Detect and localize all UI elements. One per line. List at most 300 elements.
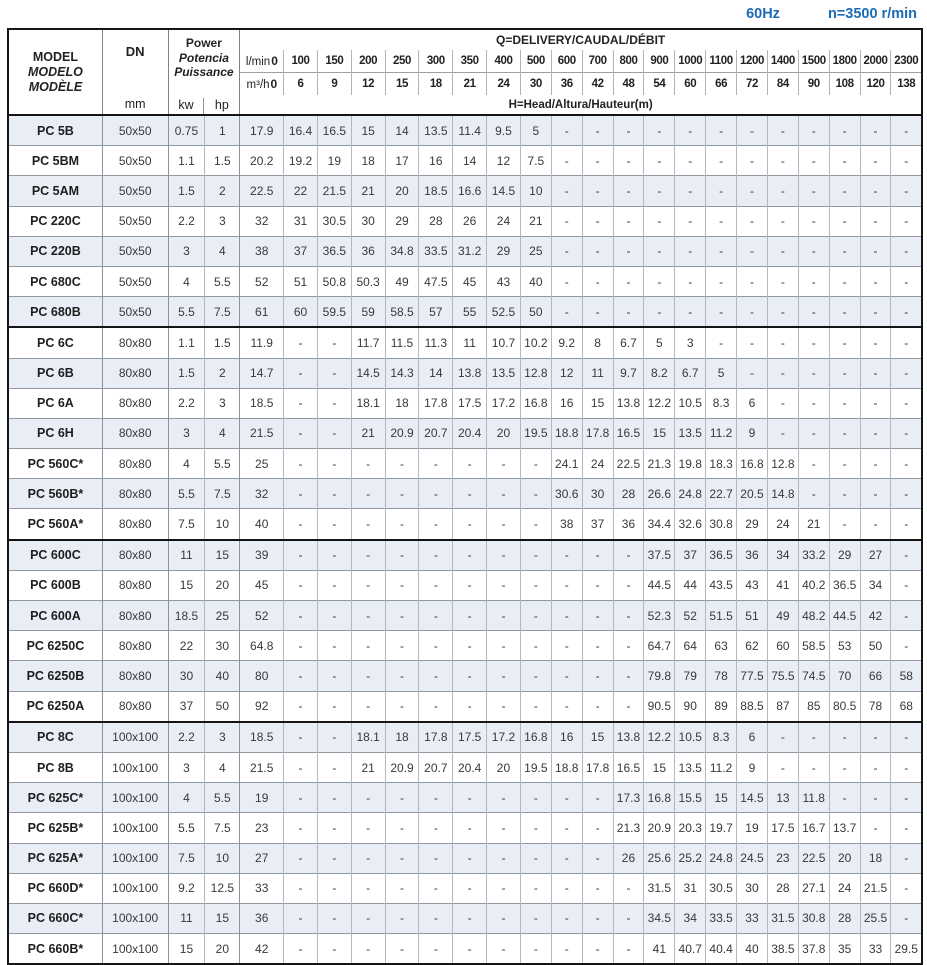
head-value-cell: - xyxy=(737,297,768,328)
dn-cell: 80x80 xyxy=(102,479,168,509)
power-label-fr: Puissance xyxy=(174,65,234,79)
head-value-cell: - xyxy=(385,601,419,631)
dn-cell: 50x50 xyxy=(102,297,168,328)
head-value-cell: - xyxy=(419,509,453,540)
model-cell: PC 600B xyxy=(8,570,102,600)
head-value-cell: - xyxy=(675,115,706,146)
head-value-cell: 6 xyxy=(737,722,768,753)
head-value-cell: 43.5 xyxy=(706,570,737,600)
head-value-cell: 11.2 xyxy=(706,418,737,448)
head-value-cell: 18.5 xyxy=(419,176,453,206)
head-value-cell: - xyxy=(487,449,521,479)
head-value-cell: - xyxy=(891,903,922,933)
flow-m3h-value: 42 xyxy=(582,73,613,96)
head-value-cell: 55 xyxy=(453,297,487,328)
head-value-cell: 18.5 xyxy=(240,388,284,418)
head-value-cell: 18 xyxy=(860,843,891,873)
head-value-cell: 49 xyxy=(385,266,419,296)
head-value-cell: - xyxy=(737,146,768,176)
head-value-cell: 92 xyxy=(240,691,284,722)
head-value-cell: - xyxy=(551,843,582,873)
head-value-cell: 30 xyxy=(737,873,768,903)
head-value-cell: - xyxy=(706,176,737,206)
head-value-cell: - xyxy=(419,843,453,873)
head-value-cell: - xyxy=(798,297,829,328)
head-value-cell: - xyxy=(284,873,318,903)
head-value-cell: - xyxy=(891,873,922,903)
head-value-cell: - xyxy=(613,266,644,296)
head-value-cell: - xyxy=(284,540,318,571)
head-value-cell: 33 xyxy=(737,903,768,933)
head-value-cell: 34.4 xyxy=(644,509,675,540)
head-value-cell: 17.5 xyxy=(453,388,487,418)
flow-lmin-value: 700 xyxy=(582,50,613,73)
head-value-cell: - xyxy=(385,934,419,965)
head-value-cell: 29 xyxy=(487,236,521,266)
head-value-cell: - xyxy=(644,115,675,146)
head-value-cell: - xyxy=(520,903,551,933)
head-value-cell: - xyxy=(385,691,419,722)
head-value-cell: 22.5 xyxy=(798,843,829,873)
head-value-cell: 9.2 xyxy=(551,327,582,358)
flow-m3h-unit-label: m³/h xyxy=(246,79,270,92)
head-value-cell: 10.7 xyxy=(487,327,521,358)
head-value-cell: 20.9 xyxy=(644,813,675,843)
head-value-cell: 50 xyxy=(860,631,891,661)
flow-lmin-value: 1000 xyxy=(675,50,706,73)
flow-m3h-value: 36 xyxy=(551,73,582,96)
head-value-cell: 17.3 xyxy=(613,783,644,813)
head-value-cell: - xyxy=(582,570,613,600)
head-value-cell: - xyxy=(351,570,385,600)
head-value-cell: 20.7 xyxy=(419,418,453,448)
pump-row xyxy=(8,903,922,933)
flow-lmin-value: 2000 xyxy=(860,50,891,73)
head-value-cell: - xyxy=(860,449,891,479)
head-value-cell: 3 xyxy=(675,327,706,358)
hp-cell: 20 xyxy=(205,570,240,600)
pump-row xyxy=(8,206,922,236)
hp-cell: 3 xyxy=(205,722,240,753)
head-value-cell: - xyxy=(798,752,829,782)
head-value-cell: - xyxy=(284,509,318,540)
head-value-cell: - xyxy=(284,358,318,388)
head-value-cell: 10.2 xyxy=(520,327,551,358)
head-value-cell: 24.1 xyxy=(551,449,582,479)
kw-cell: 30 xyxy=(168,661,205,691)
head-value-cell: 15 xyxy=(582,388,613,418)
pump-row xyxy=(8,266,922,296)
head-value-cell: - xyxy=(385,783,419,813)
model-cell: PC 680C xyxy=(8,266,102,296)
head-value-cell: 31 xyxy=(675,873,706,903)
head-value-cell: 19 xyxy=(317,146,351,176)
head-value-cell: - xyxy=(582,297,613,328)
hp-cell: 2 xyxy=(205,176,240,206)
head-value-cell: - xyxy=(829,479,860,509)
head-value-cell: - xyxy=(385,631,419,661)
head-value-cell: 44 xyxy=(675,570,706,600)
head-value-cell: - xyxy=(520,783,551,813)
head-value-cell: - xyxy=(582,176,613,206)
pump-row xyxy=(8,236,922,266)
head-value-cell: - xyxy=(351,691,385,722)
head-value-cell: - xyxy=(520,449,551,479)
head-value-cell: 20.4 xyxy=(453,752,487,782)
kw-cell: 2.2 xyxy=(168,206,205,236)
hp-cell: 1.5 xyxy=(205,146,240,176)
head-value-cell: 17.5 xyxy=(767,813,798,843)
flow-m3h-unit-cell xyxy=(240,73,284,96)
head-value-cell: - xyxy=(675,206,706,236)
power-column-header xyxy=(168,29,240,115)
head-value-cell: 47.5 xyxy=(419,266,453,296)
head-value-cell: 14 xyxy=(385,115,419,146)
head-value-cell: - xyxy=(891,813,922,843)
head-value-cell: - xyxy=(317,509,351,540)
head-value-cell: 36 xyxy=(613,509,644,540)
head-value-cell: - xyxy=(860,813,891,843)
dn-cell: 80x80 xyxy=(102,540,168,571)
kw-cell: 11 xyxy=(168,903,205,933)
head-value-cell: 9 xyxy=(737,418,768,448)
head-value-cell: 33.5 xyxy=(706,903,737,933)
dn-cell: 50x50 xyxy=(102,206,168,236)
head-value-cell: - xyxy=(767,146,798,176)
head-value-cell: 16.7 xyxy=(798,813,829,843)
head-value-cell: 52.3 xyxy=(644,601,675,631)
head-value-cell: 27.1 xyxy=(798,873,829,903)
head-value-cell: 6 xyxy=(737,388,768,418)
head-value-cell: 25.6 xyxy=(644,843,675,873)
head-value-cell: - xyxy=(317,418,351,448)
head-value-cell: 18.8 xyxy=(551,752,582,782)
head-value-cell: 17.8 xyxy=(582,752,613,782)
table-header xyxy=(8,29,922,115)
kw-cell: 11 xyxy=(168,540,205,571)
head-value-cell: 50.8 xyxy=(317,266,351,296)
head-value-cell: 58.5 xyxy=(385,297,419,328)
kw-cell: 3 xyxy=(168,236,205,266)
head-value-cell: - xyxy=(860,176,891,206)
model-cell: PC 560C* xyxy=(8,449,102,479)
flow-lmin-value: 1100 xyxy=(706,50,737,73)
head-value-cell: 77.5 xyxy=(737,661,768,691)
head-value-cell: 42 xyxy=(240,934,284,965)
head-value-cell: 37.8 xyxy=(798,934,829,965)
head-value-cell: 59.5 xyxy=(317,297,351,328)
head-value-cell: - xyxy=(891,297,922,328)
dn-cell: 50x50 xyxy=(102,176,168,206)
head-value-cell: - xyxy=(829,509,860,540)
head-value-cell: - xyxy=(829,297,860,328)
model-cell: PC 220B xyxy=(8,236,102,266)
head-value-cell: 68 xyxy=(891,691,922,722)
head-value-cell: - xyxy=(551,115,582,146)
flow-lmin-value: 400 xyxy=(487,50,521,73)
hp-cell: 5.5 xyxy=(205,266,240,296)
head-value-cell: 32.6 xyxy=(675,509,706,540)
head-value-cell: - xyxy=(613,691,644,722)
flow-m3h-value: 48 xyxy=(613,73,644,96)
flow-m3h-value: 54 xyxy=(644,73,675,96)
head-value-cell: 8.3 xyxy=(706,722,737,753)
head-value-cell: - xyxy=(419,631,453,661)
dn-cell: 80x80 xyxy=(102,358,168,388)
head-value-cell: - xyxy=(453,783,487,813)
model-cell: PC 625B* xyxy=(8,813,102,843)
head-value-cell: 16.8 xyxy=(737,449,768,479)
head-value-cell: - xyxy=(798,115,829,146)
hp-cell: 50 xyxy=(205,691,240,722)
pump-row xyxy=(8,327,922,358)
head-value-cell: 90 xyxy=(675,691,706,722)
head-value-cell: 16.6 xyxy=(453,176,487,206)
head-value-cell: - xyxy=(385,540,419,571)
head-value-cell: - xyxy=(551,661,582,691)
head-value-cell: 29 xyxy=(829,540,860,571)
flow-m3h-value: 24 xyxy=(487,73,521,96)
head-value-cell: 13.8 xyxy=(613,388,644,418)
kw-cell: 2.2 xyxy=(168,388,205,418)
head-value-cell: - xyxy=(798,176,829,206)
head-value-cell: - xyxy=(419,570,453,600)
head-value-cell: 44.5 xyxy=(644,570,675,600)
head-value-cell: - xyxy=(737,236,768,266)
head-value-cell: 21.3 xyxy=(613,813,644,843)
head-value-cell: 88.5 xyxy=(737,691,768,722)
model-cell: PC 600C xyxy=(8,540,102,571)
head-value-cell: - xyxy=(551,783,582,813)
head-value-cell: - xyxy=(798,236,829,266)
head-value-cell: 19.5 xyxy=(520,418,551,448)
head-value-cell: - xyxy=(767,327,798,358)
head-value-cell: 51.5 xyxy=(706,601,737,631)
head-value-cell: 24.8 xyxy=(675,479,706,509)
head-value-cell: 13.8 xyxy=(613,722,644,753)
head-value-cell: 10.5 xyxy=(675,722,706,753)
head-value-cell: 14 xyxy=(453,146,487,176)
head-value-cell: - xyxy=(419,479,453,509)
head-value-cell: 43 xyxy=(487,266,521,296)
head-value-cell: - xyxy=(798,388,829,418)
model-cell: PC 6250C xyxy=(8,631,102,661)
head-value-cell: - xyxy=(453,934,487,965)
head-value-cell: - xyxy=(767,388,798,418)
head-value-cell: 12 xyxy=(487,146,521,176)
head-value-cell: - xyxy=(860,722,891,753)
pump-row xyxy=(8,176,922,206)
head-value-cell: - xyxy=(419,903,453,933)
head-value-cell: - xyxy=(317,903,351,933)
kw-cell: 18.5 xyxy=(168,601,205,631)
pump-row xyxy=(8,146,922,176)
head-value-cell: - xyxy=(284,661,318,691)
head-value-cell: 40 xyxy=(737,934,768,965)
model-cell: PC 5BM xyxy=(8,146,102,176)
table-body xyxy=(8,115,922,964)
head-value-cell: - xyxy=(706,297,737,328)
head-value-cell: 39 xyxy=(240,540,284,571)
hp-unit-label: hp xyxy=(214,98,229,112)
kw-cell: 7.5 xyxy=(168,509,205,540)
head-value-cell: - xyxy=(453,661,487,691)
head-value-cell: - xyxy=(798,418,829,448)
head-value-cell: - xyxy=(860,358,891,388)
head-value-cell: - xyxy=(829,206,860,236)
head-value-cell: 21 xyxy=(520,206,551,236)
head-value-cell: 36 xyxy=(240,903,284,933)
head-value-cell: 16.4 xyxy=(284,115,318,146)
head-value-cell: 87 xyxy=(767,691,798,722)
head-value-cell: - xyxy=(453,631,487,661)
head-value-cell: - xyxy=(829,449,860,479)
head-value-cell: - xyxy=(284,722,318,753)
head-value-cell: - xyxy=(453,903,487,933)
head-value-cell: 28 xyxy=(829,903,860,933)
flow-lmin-value: 1400 xyxy=(767,50,798,73)
head-value-cell: 16.8 xyxy=(644,783,675,813)
dn-cell: 80x80 xyxy=(102,691,168,722)
pump-row xyxy=(8,783,922,813)
head-value-cell: 15.5 xyxy=(675,783,706,813)
head-value-cell: 34 xyxy=(860,570,891,600)
hp-cell: 1 xyxy=(205,115,240,146)
head-value-cell: 45 xyxy=(453,266,487,296)
head-value-cell: - xyxy=(385,813,419,843)
head-value-cell: - xyxy=(520,570,551,600)
model-cell: PC 6A xyxy=(8,388,102,418)
head-value-cell: 21 xyxy=(351,752,385,782)
head-value-cell: 31.5 xyxy=(767,903,798,933)
dn-cell: 80x80 xyxy=(102,509,168,540)
head-value-cell: - xyxy=(644,206,675,236)
head-value-cell: 16.8 xyxy=(520,722,551,753)
speed-label: n=3500 r/min xyxy=(827,6,917,22)
pump-row xyxy=(8,631,922,661)
head-value-cell: - xyxy=(317,631,351,661)
head-value-cell: - xyxy=(613,934,644,965)
hp-cell: 15 xyxy=(205,540,240,571)
pump-row xyxy=(8,873,922,903)
head-value-cell: - xyxy=(860,752,891,782)
kw-cell: 4 xyxy=(168,449,205,479)
head-value-cell: - xyxy=(487,873,521,903)
head-value-cell: 5 xyxy=(520,115,551,146)
head-value-cell: - xyxy=(551,691,582,722)
head-value-cell: 6.7 xyxy=(613,327,644,358)
kw-cell: 7.5 xyxy=(168,843,205,873)
dn-cell: 80x80 xyxy=(102,601,168,631)
head-value-cell: - xyxy=(891,479,922,509)
flow-m3h-value: 15 xyxy=(385,73,419,96)
model-label-es: MODELO xyxy=(28,64,83,79)
head-value-cell: - xyxy=(487,540,521,571)
head-value-cell: 10 xyxy=(520,176,551,206)
head-value-cell: - xyxy=(644,146,675,176)
head-value-cell: 28 xyxy=(613,479,644,509)
head-value-cell: - xyxy=(644,266,675,296)
model-cell: PC 220C xyxy=(8,206,102,236)
head-value-cell: - xyxy=(767,752,798,782)
head-value-cell: - xyxy=(860,206,891,236)
head-value-cell: 13.5 xyxy=(487,358,521,388)
head-value-cell: 18.5 xyxy=(240,722,284,753)
head-value-cell: - xyxy=(829,115,860,146)
flow-lmin-value: 1200 xyxy=(737,50,768,73)
head-value-cell: 60 xyxy=(284,297,318,328)
head-value-cell: 25.2 xyxy=(675,843,706,873)
head-value-cell: - xyxy=(798,327,829,358)
head-value-cell: 11.9 xyxy=(240,327,284,358)
head-value-cell: - xyxy=(419,934,453,965)
head-value-cell: - xyxy=(487,570,521,600)
dn-cell: 100x100 xyxy=(102,873,168,903)
head-value-cell: 15 xyxy=(644,752,675,782)
head-value-cell: - xyxy=(798,206,829,236)
head-value-cell: 19.7 xyxy=(706,813,737,843)
hp-cell: 5.5 xyxy=(205,449,240,479)
flow-lmin-value: 150 xyxy=(317,50,351,73)
head-value-cell: - xyxy=(317,783,351,813)
head-value-cell: 13.5 xyxy=(675,752,706,782)
dn-cell: 80x80 xyxy=(102,570,168,600)
head-value-cell: 11.2 xyxy=(706,752,737,782)
head-value-cell: - xyxy=(487,601,521,631)
head-value-cell: 14.5 xyxy=(351,358,385,388)
head-value-cell: - xyxy=(675,266,706,296)
head-value-cell: - xyxy=(798,722,829,753)
head-value-cell: - xyxy=(284,570,318,600)
head-value-cell: - xyxy=(860,783,891,813)
head-value-cell: - xyxy=(487,934,521,965)
kw-cell: 1.5 xyxy=(168,358,205,388)
head-value-cell: 15 xyxy=(706,783,737,813)
kw-unit-label: kw xyxy=(169,98,205,114)
head-value-cell: 16 xyxy=(551,722,582,753)
head-value-cell: 34.5 xyxy=(644,903,675,933)
flow-lmin-value: 300 xyxy=(419,50,453,73)
head-value-cell: - xyxy=(891,843,922,873)
head-value-cell: 51 xyxy=(284,266,318,296)
head-value-cell: 62 xyxy=(737,631,768,661)
head-value-cell: - xyxy=(582,601,613,631)
head-value-cell: - xyxy=(706,146,737,176)
head-value-cell: 30.6 xyxy=(551,479,582,509)
head-value-cell: - xyxy=(829,722,860,753)
head-value-cell: 13.7 xyxy=(829,813,860,843)
hp-cell: 10 xyxy=(205,843,240,873)
head-value-cell: 80 xyxy=(240,661,284,691)
head-value-cell: - xyxy=(351,601,385,631)
head-value-cell: - xyxy=(520,540,551,571)
head-value-cell: 17.5 xyxy=(453,722,487,753)
head-value-cell: 6.7 xyxy=(675,358,706,388)
head-value-cell: - xyxy=(317,601,351,631)
head-value-cell: 13.8 xyxy=(453,358,487,388)
flow-lmin-value: 2300 xyxy=(891,50,922,73)
head-value-cell: 19.2 xyxy=(284,146,318,176)
head-value-cell: - xyxy=(453,449,487,479)
head-value-cell: 33 xyxy=(240,873,284,903)
pump-row xyxy=(8,358,922,388)
kw-cell: 4 xyxy=(168,266,205,296)
head-value-cell: - xyxy=(520,661,551,691)
head-value-cell: 7.5 xyxy=(520,146,551,176)
head-value-cell: 36 xyxy=(737,540,768,571)
head-value-cell: - xyxy=(582,115,613,146)
head-value-cell: 11.3 xyxy=(419,327,453,358)
